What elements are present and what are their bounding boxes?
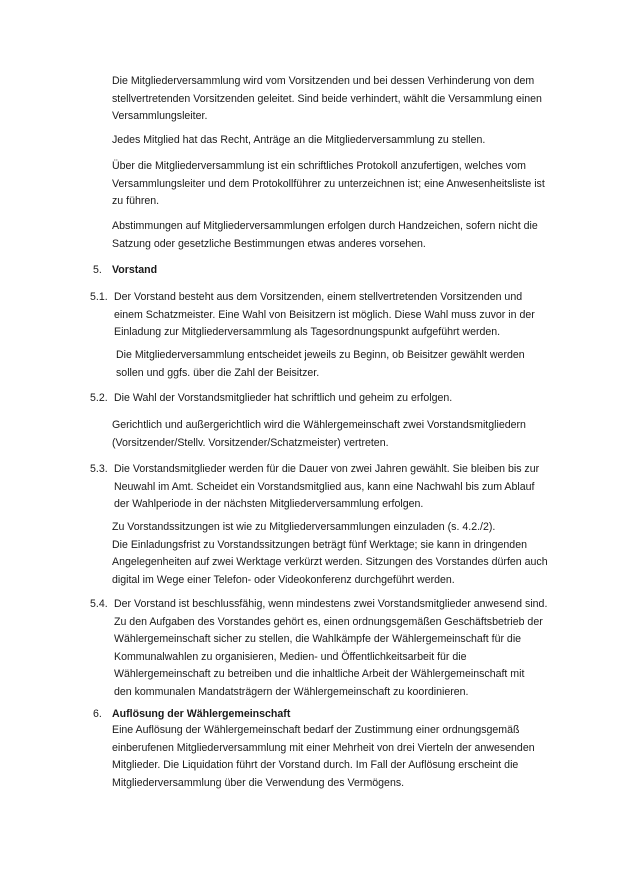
text-line: Zu den Aufgaben des Vorstandes gehört es, einen ordnungsgemäßen Geschäftsbetrieb der	[114, 615, 543, 628]
text-line: Gerichtlich und außergerichtlich wird die Wählergemeinschaft zwei Vorstandsmitgliedern	[112, 419, 526, 431]
text-line: Neuwahl im Amt. Scheidet ein Vorstandsmitglied aus, kann eine Nachwahl bis zum Ablauf	[114, 480, 535, 493]
paragraph-5-1	[114, 289, 535, 342]
subsection-number: 5.2.	[90, 392, 108, 404]
text-line: Die Wahl der Vorstandsmitglieder hat schriftlich und geheim zu erfolgen.	[114, 392, 453, 404]
text-line: (Vorsitzender/Stellv. Vorsitzender/Schatzmeister) vertreten.	[112, 436, 389, 449]
section-heading-vorstand: Vorstand	[112, 264, 158, 276]
text-line: Versammlungsleiter und dem Protokollführer zu unterzeichnen ist; eine Anwesenheitsliste ist	[112, 177, 545, 190]
section-number: 6.	[93, 708, 102, 720]
text-line: Einladung zur Mitgliederversammlung als Tagesordnungspunkt aufgeführt werden.	[114, 326, 501, 339]
text-line: den kommunalen Mandatsträgern der Wählergemeinschaft zu koordinieren.	[114, 685, 469, 698]
text-line: Versammlungsleiter.	[112, 110, 208, 123]
paragraph-voting	[112, 218, 538, 253]
paragraph-5-3	[114, 461, 539, 514]
paragraph-5-2-representation	[112, 417, 526, 452]
text-line: stellvertretenden Vorsitzenden geleitet. Sind beide verhindert, wählt die Versammlung einen	[112, 92, 542, 105]
paragraph-6	[112, 722, 535, 792]
section-heading-dissolution: Auflösung der Wählergemeinschaft	[112, 708, 291, 720]
text-line: Der Vorstand besteht aus dem Vorsitzenden, einem stellvertretenden Vorsitzenden und	[114, 291, 523, 303]
text-line: einem Schatzmeister. Eine Wahl von Beisitzern ist möglich. Diese Wahl muss zuvor in der	[114, 308, 535, 321]
text-line: Die Vorstandsmitglieder werden für die Dauer von zwei Jahren gewählt. Sie bleiben bis zur	[114, 463, 540, 475]
text-line: Jedes Mitglied hat das Recht, Anträge an die Mitgliederversammlung zu stellen.	[112, 134, 486, 146]
text-line: Mitgliederversammlung über die Verwendung des Vermögens.	[112, 776, 405, 789]
text-line: Satzung oder gesetzliche Bestimmungen etwas anderes vorsehen.	[112, 237, 426, 250]
text-line: Angelegenheiten auf zwei Werktage verkürzt werden. Sitzungen des Vorstandes dürfen auch	[112, 556, 548, 569]
text-line: digital im Wege einer Telefon- oder Videokonferenz durchgeführt werden.	[112, 573, 455, 586]
paragraph-5-2	[114, 390, 452, 408]
text-line: sollen und ggfs. über die Zahl der Beisitzer.	[116, 366, 320, 379]
text-line: Die Mitgliederversammlung wird vom Vorsitzenden und bei dessen Verhinderung von dem	[112, 75, 535, 87]
text-line: Wählergemeinschaft zu betreiben und die inhaltliche Arbeit der Wählergemeinschaft mit	[114, 668, 525, 681]
text-line: Der Vorstand ist beschlussfähig, wenn mindestens zwei Vorstandsmitglieder anwesend sind.	[114, 598, 548, 610]
text-line: einberufenen Mitgliederversammlung mit einer Mehrheit von drei Vierteln der anwesenden	[112, 741, 535, 754]
text-line: der Wahlperiode in der nächsten Mitgliederversammlung erfolgen.	[114, 498, 424, 511]
paragraph-5-1-assessors	[116, 347, 525, 382]
text-line: Eine Auflösung der Wählergemeinschaft bedarf der Zustimmung einer ordnungsgemäß	[112, 724, 520, 736]
text-line: Mitglieder. Die Liquidation führt der Vorstand durch. Im Fall der Auflösung erscheint die	[112, 759, 519, 772]
text-line: Über die Mitgliederversammlung ist ein schriftliches Protokoll anzufertigen, welches vom	[112, 160, 526, 172]
text-line: Kommunalwahlen zu organisieren, Medien- und Öffentlichkeitsarbeit für die	[114, 650, 467, 663]
subsection-number: 5.1.	[90, 291, 108, 303]
section-number: 5.	[93, 264, 102, 276]
paragraph-motions	[112, 132, 485, 150]
paragraph-5-4	[114, 596, 547, 702]
subsection-number: 5.3.	[90, 463, 108, 475]
paragraph-minutes	[112, 158, 545, 211]
text-line: Die Einladungsfrist zu Vorstandssitzungen beträgt fünf Werktage; sie kann in dringenden	[112, 538, 527, 551]
text-line: zu führen.	[112, 195, 160, 208]
text-line: Wählergemeinschaft sicher zu stellen, die Wahlkämpfe der Wählergemeinschaft für die	[114, 633, 522, 646]
paragraph-5-3-meetings	[112, 519, 548, 589]
subsection-number: 5.4.	[90, 598, 108, 610]
text-line: Zu Vorstandssitzungen ist wie zu Mitgliederversammlungen einzuladen (s. 4.2./2).	[112, 521, 496, 533]
paragraph-meeting-chair	[112, 73, 542, 126]
text-line: Die Mitgliederversammlung entscheidet jeweils zu Beginn, ob Beisitzer gewählt werden	[116, 349, 525, 361]
text-line: Abstimmungen auf Mitgliederversammlungen erfolgen durch Handzeichen, sofern nicht die	[112, 220, 538, 232]
